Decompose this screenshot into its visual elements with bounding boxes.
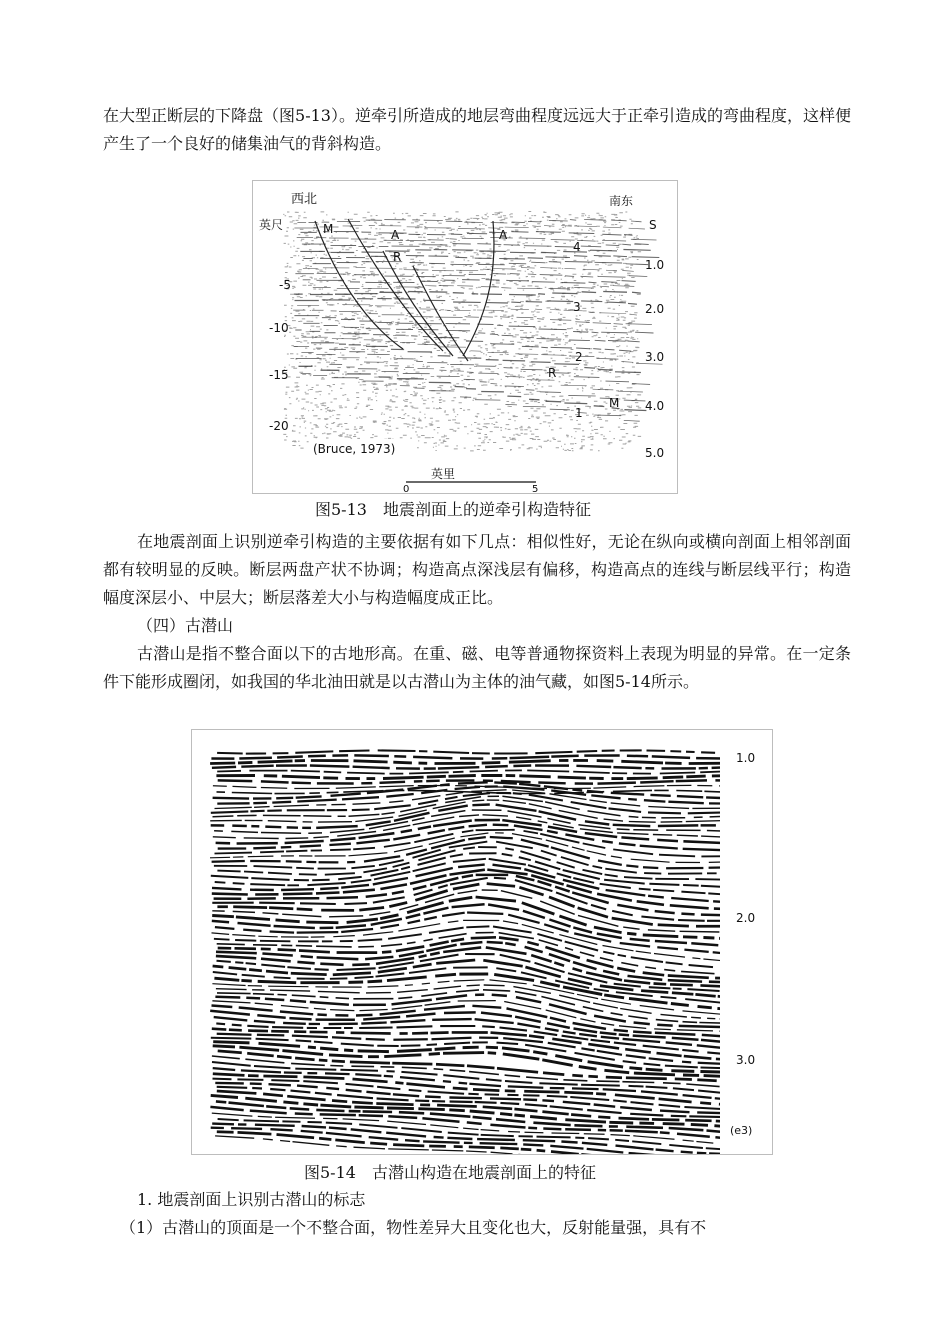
paragraph-4: （1）古潜山的顶面是一个不整合面，物性差异大且变化也大，反射能量强，具有不 bbox=[120, 1218, 707, 1237]
figure-source: (Bruce, 1973) bbox=[313, 442, 396, 456]
label-unit-feet: 英尺 bbox=[259, 218, 284, 232]
paragraph-1: 在大型正断层的下降盘（图5-13）。逆牵引所造成的地层弯曲程度远远大于正牵引造成的弯曲程度，这样便产生了一个良好的储集油气的背斜构造。 bbox=[103, 106, 851, 153]
subheading-1: 1. 地震剖面上识别古潜山的标志 bbox=[137, 1190, 366, 1209]
time-tick-2: 2.0 bbox=[645, 302, 665, 316]
paragraph-2: 在地震剖面上识别逆牵引构造的主要依据有如下几点：相似性好，无论在纵向或横向剖面上相邻剖面都有较明显的反映。断层两盘产状不协调；构造高点深浅层有偏移，构造高点的连线与断层线平行；构造幅度深层小、中层大；断层落差大小与构造幅度成正比。 bbox=[103, 532, 851, 607]
mark-4: 4 bbox=[573, 240, 581, 254]
scale-end: 5 bbox=[532, 484, 539, 493]
time-tick-3: 3.0 bbox=[736, 1053, 756, 1067]
mark-a-2: A bbox=[499, 228, 508, 242]
time-tick-1: 1.0 bbox=[736, 751, 756, 765]
seismic-section-buried-hill-image bbox=[192, 730, 772, 1154]
time-tick-1: 1.0 bbox=[645, 258, 665, 272]
paragraph-3: 古潜山是指不整合面以下的古地形高。在重、磁、电等普通物探资料上表现为明显的异常。在一定条件下能形成圈闭，如我国的华北油田就是以古潜山为主体的油气藏，如图5-14所示。 bbox=[103, 644, 851, 691]
seismic-section-drag-image bbox=[253, 181, 677, 493]
mark-m-2: M bbox=[609, 396, 620, 410]
depth-tick-20: -20 bbox=[269, 419, 289, 433]
time-tick-5: 5.0 bbox=[645, 446, 665, 460]
mark-r-2: R bbox=[548, 366, 557, 380]
mark-3: 3 bbox=[573, 300, 581, 314]
time-tick-2: 2.0 bbox=[736, 911, 756, 925]
mark-m-1: M bbox=[323, 222, 334, 236]
depth-tick-15: -15 bbox=[269, 368, 289, 382]
mark-a-1: A bbox=[391, 228, 400, 242]
section-heading-4: （四）古潜山 bbox=[137, 616, 234, 635]
time-tick-3: 3.0 bbox=[645, 350, 665, 364]
mark-2: 2 bbox=[575, 350, 583, 364]
depth-tick-10: -10 bbox=[269, 321, 289, 335]
figure-5-14 bbox=[191, 729, 773, 1155]
time-tick-4: 4.0 bbox=[645, 399, 665, 413]
figure-5-14-caption: 图5-14 古潜山构造在地震剖面上的特征 bbox=[304, 1163, 596, 1182]
mark-r-1: R bbox=[393, 250, 402, 264]
figure-5-13 bbox=[252, 180, 678, 494]
scale-start: 0 bbox=[403, 484, 410, 493]
scale-title: 英里 bbox=[431, 467, 456, 481]
label-northwest: 西北 bbox=[291, 192, 318, 207]
figure-5-13-caption: 图5-13 地震剖面上的逆牵引构造特征 bbox=[315, 500, 591, 519]
corner-label: (e3) bbox=[730, 1124, 753, 1137]
label-southeast: 南东 bbox=[609, 194, 634, 208]
depth-tick-5: -5 bbox=[279, 278, 291, 292]
mark-1: 1 bbox=[575, 406, 583, 420]
label-unit-seconds: S bbox=[649, 218, 657, 232]
